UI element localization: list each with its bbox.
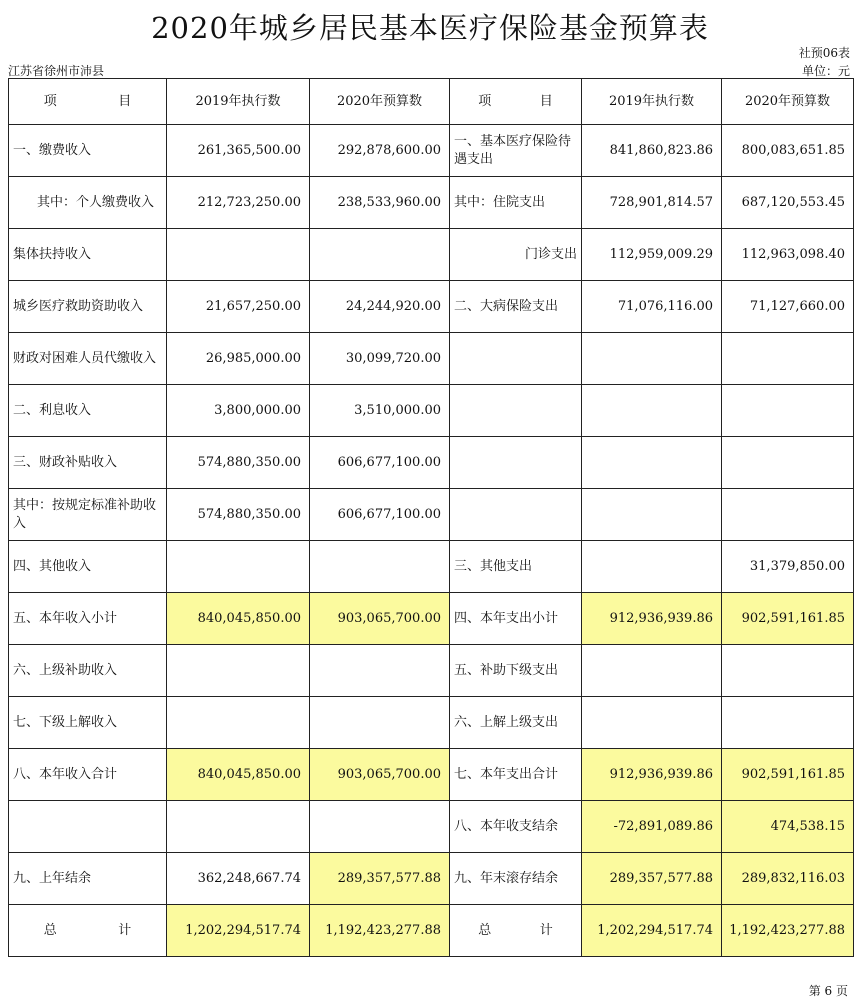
table-row: [9, 333, 854, 385]
income-2019: 362,248,667.74: [167, 853, 310, 905]
expense-2019: 289,357,577.88: [582, 853, 722, 905]
income-2019: 261,365,500.00: [167, 125, 310, 177]
income-2019: 26,985,000.00: [167, 333, 310, 385]
expense-2020: 474,538.15: [722, 801, 854, 853]
income-label: 一、缴费收入: [9, 125, 167, 177]
expense-2020: 31,379,850.00: [722, 541, 854, 593]
income-label: 四、其他收入: [9, 541, 167, 593]
form-id: 社预06表: [798, 46, 850, 60]
income-label: 七、下级上解收入: [9, 697, 167, 749]
expense-label: [450, 489, 582, 541]
table-row: [9, 229, 854, 281]
table-row: [9, 749, 854, 801]
income-label: 九、上年结余: [9, 853, 167, 905]
income-label: 财政对困难人员代缴收入: [9, 333, 167, 385]
income-2020: 289,357,577.88: [310, 853, 450, 905]
header-row: [9, 79, 854, 125]
table-row: [9, 541, 854, 593]
header-income-item: 项 目: [9, 79, 167, 125]
income-2020: 903,065,700.00: [310, 749, 450, 801]
header-income-2019: 2019年执行数: [167, 79, 310, 125]
income-label: 其中：按规定标准补助收入: [9, 489, 167, 541]
income-label: 三、财政补贴收入: [9, 437, 167, 489]
income-2020: 3,510,000.00: [310, 385, 450, 437]
income-2020: 903,065,700.00: [310, 593, 450, 645]
income-2020: 30,099,720.00: [310, 333, 450, 385]
expense-label: 六、上解上级支出: [450, 697, 582, 749]
expense-label: 九、年末滚存结余: [450, 853, 582, 905]
income-2020: 238,533,960.00: [310, 177, 450, 229]
header-expense-item: 项 目: [450, 79, 582, 125]
income-2020: [310, 541, 450, 593]
expense-2020: 687,120,553.45: [722, 177, 854, 229]
expense-2020: 289,832,116.03: [722, 853, 854, 905]
income-label: 其中：个人缴费收入: [9, 177, 167, 229]
page-number: 第 6 页: [808, 984, 848, 998]
expense-label: 八、本年收支结余: [450, 801, 582, 853]
expense-label: [450, 437, 582, 489]
expense-label: 七、本年支出合计: [450, 749, 582, 801]
region-label: 江苏省徐州市沛县: [8, 64, 105, 78]
income-label: [9, 801, 167, 853]
expense-2019: [582, 645, 722, 697]
expense-2019: [582, 697, 722, 749]
table-row: [9, 853, 854, 905]
expense-2020: 902,591,161.85: [722, 593, 854, 645]
expense-2019: 841,860,823.86: [582, 125, 722, 177]
total-expense-2019: 1,202,294,517.74: [582, 905, 722, 957]
income-2019: [167, 229, 310, 281]
table-row: [9, 125, 854, 177]
expense-2019: [582, 437, 722, 489]
income-2020: [310, 645, 450, 697]
income-2019: 574,880,350.00: [167, 437, 310, 489]
income-2020: [310, 801, 450, 853]
income-2019: 840,045,850.00: [167, 593, 310, 645]
expense-label: 一、基本医疗保险待遇支出: [450, 125, 582, 177]
income-label: 八、本年收入合计: [9, 749, 167, 801]
income-2020: 606,677,100.00: [310, 437, 450, 489]
expense-2020: 902,591,161.85: [722, 749, 854, 801]
table-row: [9, 385, 854, 437]
income-2020: [310, 697, 450, 749]
expense-2019: 912,936,939.86: [582, 749, 722, 801]
expense-label: 其中：住院支出: [450, 177, 582, 229]
expense-2019: [582, 541, 722, 593]
table-row: [9, 645, 854, 697]
table-row: [9, 177, 854, 229]
header-expense-2019: 2019年执行数: [582, 79, 722, 125]
table-row: [9, 489, 854, 541]
expense-2020: [722, 385, 854, 437]
income-2019: 574,880,350.00: [167, 489, 310, 541]
expense-2020: [722, 333, 854, 385]
income-2020: 24,244,920.00: [310, 281, 450, 333]
expense-2020: [722, 489, 854, 541]
income-2020: 606,677,100.00: [310, 489, 450, 541]
total-expense-2020: 1,192,423,277.88: [722, 905, 854, 957]
expense-2019: 728,901,814.57: [582, 177, 722, 229]
income-2020: 292,878,600.00: [310, 125, 450, 177]
expense-2019: [582, 385, 722, 437]
income-2019: 3,800,000.00: [167, 385, 310, 437]
income-2019: [167, 541, 310, 593]
unit-label: 单位：元: [801, 64, 850, 78]
income-2019: [167, 645, 310, 697]
expense-2020: 71,127,660.00: [722, 281, 854, 333]
expense-label: 门诊支出: [450, 229, 582, 281]
header-expense-2020: 2020年预算数: [722, 79, 854, 125]
expense-label: [450, 385, 582, 437]
income-label: 集体扶持收入: [9, 229, 167, 281]
total-income-2019: 1,202,294,517.74: [167, 905, 310, 957]
page-title: 2020年城乡居民基本医疗保险基金预算表: [151, 11, 709, 45]
income-label: 城乡医疗救助资助收入: [9, 281, 167, 333]
expense-2019: -72,891,089.86: [582, 801, 722, 853]
expense-2020: [722, 437, 854, 489]
expense-2019: [582, 489, 722, 541]
total-income-2020: 1,192,423,277.88: [310, 905, 450, 957]
expense-label: 三、其他支出: [450, 541, 582, 593]
income-2019: 21,657,250.00: [167, 281, 310, 333]
total-row: [9, 905, 854, 957]
expense-2019: 71,076,116.00: [582, 281, 722, 333]
expense-label: 四、本年支出小计: [450, 593, 582, 645]
total-income-label: 总 计: [9, 905, 167, 957]
table-row: [9, 437, 854, 489]
table-row: [9, 281, 854, 333]
expense-2019: 112,959,009.29: [582, 229, 722, 281]
table-row: [9, 697, 854, 749]
total-expense-label: 总 计: [450, 905, 582, 957]
income-label: 五、本年收入小计: [9, 593, 167, 645]
expense-2020: [722, 645, 854, 697]
income-2019: [167, 801, 310, 853]
table-row: [9, 593, 854, 645]
expense-label: [450, 333, 582, 385]
expense-2020: 800,083,651.85: [722, 125, 854, 177]
expense-label: 五、补助下级支出: [450, 645, 582, 697]
income-label: 六、上级补助收入: [9, 645, 167, 697]
income-2020: [310, 229, 450, 281]
income-2019: 840,045,850.00: [167, 749, 310, 801]
expense-2019: 912,936,939.86: [582, 593, 722, 645]
expense-2020: 112,963,098.40: [722, 229, 854, 281]
expense-2020: [722, 697, 854, 749]
income-2019: 212,723,250.00: [167, 177, 310, 229]
income-2019: [167, 697, 310, 749]
expense-2019: [582, 333, 722, 385]
header-income-2020: 2020年预算数: [310, 79, 450, 125]
expense-label: 二、大病保险支出: [450, 281, 582, 333]
income-label: 二、利息收入: [9, 385, 167, 437]
budget-table: [8, 78, 854, 957]
table-row: [9, 801, 854, 853]
